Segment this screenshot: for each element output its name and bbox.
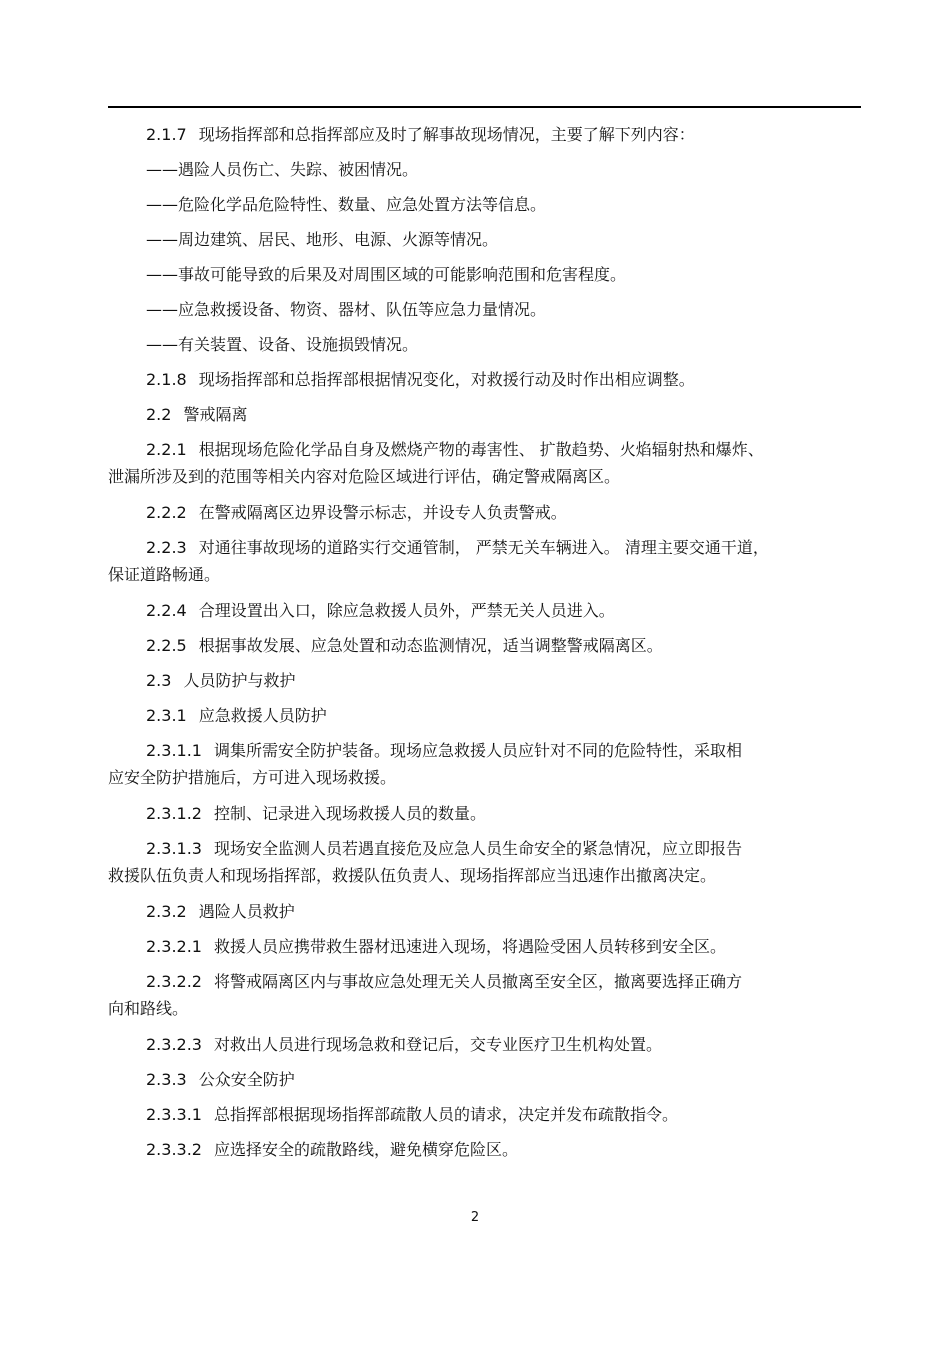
section-number: 2.3.1.1 [146,741,202,760]
paragraph [108,628,858,663]
section-number: 2.2.5 [146,636,187,655]
paragraph-text: 泄漏所涉及到的范围等相关内容对危险区域进行评估，确定警戒隔离区。 [108,467,621,486]
section-heading [108,397,858,432]
section-number: 2.3.1 [146,706,187,725]
paragraph-text: 现场安全监测人员若遇直接危及应急人员生命安全的紧急情况，应立即报告 [213,839,742,858]
paragraph [108,733,858,768]
section-number: 2.2.4 [146,601,187,620]
paragraph-text: 在警戒隔离区边界设警示标志，并设专人负责警戒。 [198,503,567,522]
section-number: 2.3.3 [146,1070,187,1089]
subsection-heading [108,1062,858,1097]
section-number: 2.3.2.1 [146,937,202,956]
paragraph-text: 将警戒隔离区内与事故应急处理无关人员撤离至安全区，撤离要选择正确方 [213,972,742,991]
paragraph [108,593,858,628]
paragraph [108,530,858,565]
paragraph [108,1097,858,1132]
paragraph-text: 根据现场危险化学品自身及燃烧产物的毒害性、 扩散趋势、火焰辐射热和爆炸、 [198,440,764,459]
paragraph-text: 救援队伍负责人和现场指挥部，救援队伍负责人、现场指挥部应当迅速作出撤离决定。 [108,866,717,885]
heading-text: 遇险人员救护 [198,902,295,921]
paragraph-text: 应安全防护措施后，方可进入现场救援。 [108,768,397,787]
list-item [108,292,858,327]
document-body [108,117,858,1167]
paragraph-continuation [108,995,858,1023]
list-item-text: ——遇险人员伤亡、失踪、被困情况。 [146,160,419,179]
section-number: 2.3.3.1 [146,1105,202,1124]
paragraph-text: 调集所需安全防护装备。现场应急救援人员应针对不同的危险特性，采取相 [213,741,742,760]
paragraph [108,796,858,831]
paragraph [108,432,858,467]
list-item-text: ——危险化学品危险特性、数量、应急处置方法等信息。 [146,195,547,214]
paragraph-continuation [108,463,858,491]
list-item [108,222,858,257]
heading-text: 公众安全防护 [198,1070,295,1089]
paragraph [108,831,858,866]
list-item-text: ——有关装置、设备、设施损毁情况。 [146,335,419,354]
heading-text: 人员防护与救护 [183,671,296,690]
paragraph-text: 根据事故发展、应急处置和动态监测情况，适当调整警戒隔离区。 [198,636,663,655]
paragraph-text: 现场指挥部和总指挥部根据情况变化，对救援行动及时作出相应调整。 [198,370,695,389]
paragraph-text: 保证道路畅通。 [108,565,221,584]
paragraph-continuation [108,862,858,890]
paragraph-text: 对通往事故现场的道路实行交通管制， 严禁无关车辆进入。 清理主要交通干道， [198,538,769,557]
list-item [108,327,858,362]
heading-text: 警戒隔离 [183,405,248,424]
section-heading [108,663,858,698]
subsection-heading [108,894,858,929]
page-number: 2 [470,1210,480,1225]
paragraph-text: 控制、记录进入现场救援人员的数量。 [213,804,486,823]
list-item [108,187,858,222]
paragraph [108,964,858,999]
paragraph [108,1132,858,1167]
section-number: 2.3.2.2 [146,972,202,991]
section-number: 2.3.2 [146,902,187,921]
section-number: 2.2 [146,405,172,424]
paragraph [108,929,858,964]
section-number: 2.1.7 [146,125,187,144]
section-number: 2.3.3.2 [146,1140,202,1159]
paragraph [108,495,858,530]
paragraph-text: 向和路线。 [108,999,189,1018]
list-item-text: ——事故可能导致的后果及对周围区域的可能影响范围和危害程度。 [146,265,627,284]
subsection-heading [108,698,858,733]
header-rule [108,106,861,108]
paragraph [108,362,858,397]
section-number: 2.2.1 [146,440,187,459]
section-number: 2.2.2 [146,503,187,522]
paragraph-continuation [108,561,858,589]
section-number: 2.3.2.3 [146,1035,202,1054]
paragraph-text: 总指挥部根据现场指挥部疏散人员的请求，决定并发布疏散指令。 [213,1105,678,1124]
section-number: 2.2.3 [146,538,187,557]
paragraph [108,117,858,152]
section-number: 2.1.8 [146,370,187,389]
paragraph-text: 现场指挥部和总指挥部应及时了解事故现场情况，主要了解下列内容： [198,125,695,144]
paragraph-text: 救援人员应携带救生器材迅速进入现场，将遇险受困人员转移到安全区。 [213,937,726,956]
paragraph-continuation [108,764,858,792]
section-number: 2.3.1.2 [146,804,202,823]
paragraph [108,1027,858,1062]
heading-text: 应急救援人员防护 [198,706,327,725]
list-item-text: ——应急救援设备、物资、器材、队伍等应急力量情况。 [146,300,547,319]
list-item-text: ——周边建筑、居民、地形、电源、火源等情况。 [146,230,499,249]
paragraph-text: 对救出人员进行现场急救和登记后，交专业医疗卫生机构处置。 [213,1035,662,1054]
section-number: 2.3 [146,671,172,690]
paragraph-text: 应选择安全的疏散路线，避免横穿危险区。 [213,1140,518,1159]
section-number: 2.3.1.3 [146,839,202,858]
list-item [108,257,858,292]
paragraph-text: 合理设置出入口，除应急救援人员外，严禁无关人员进入。 [198,601,615,620]
list-item [108,152,858,187]
